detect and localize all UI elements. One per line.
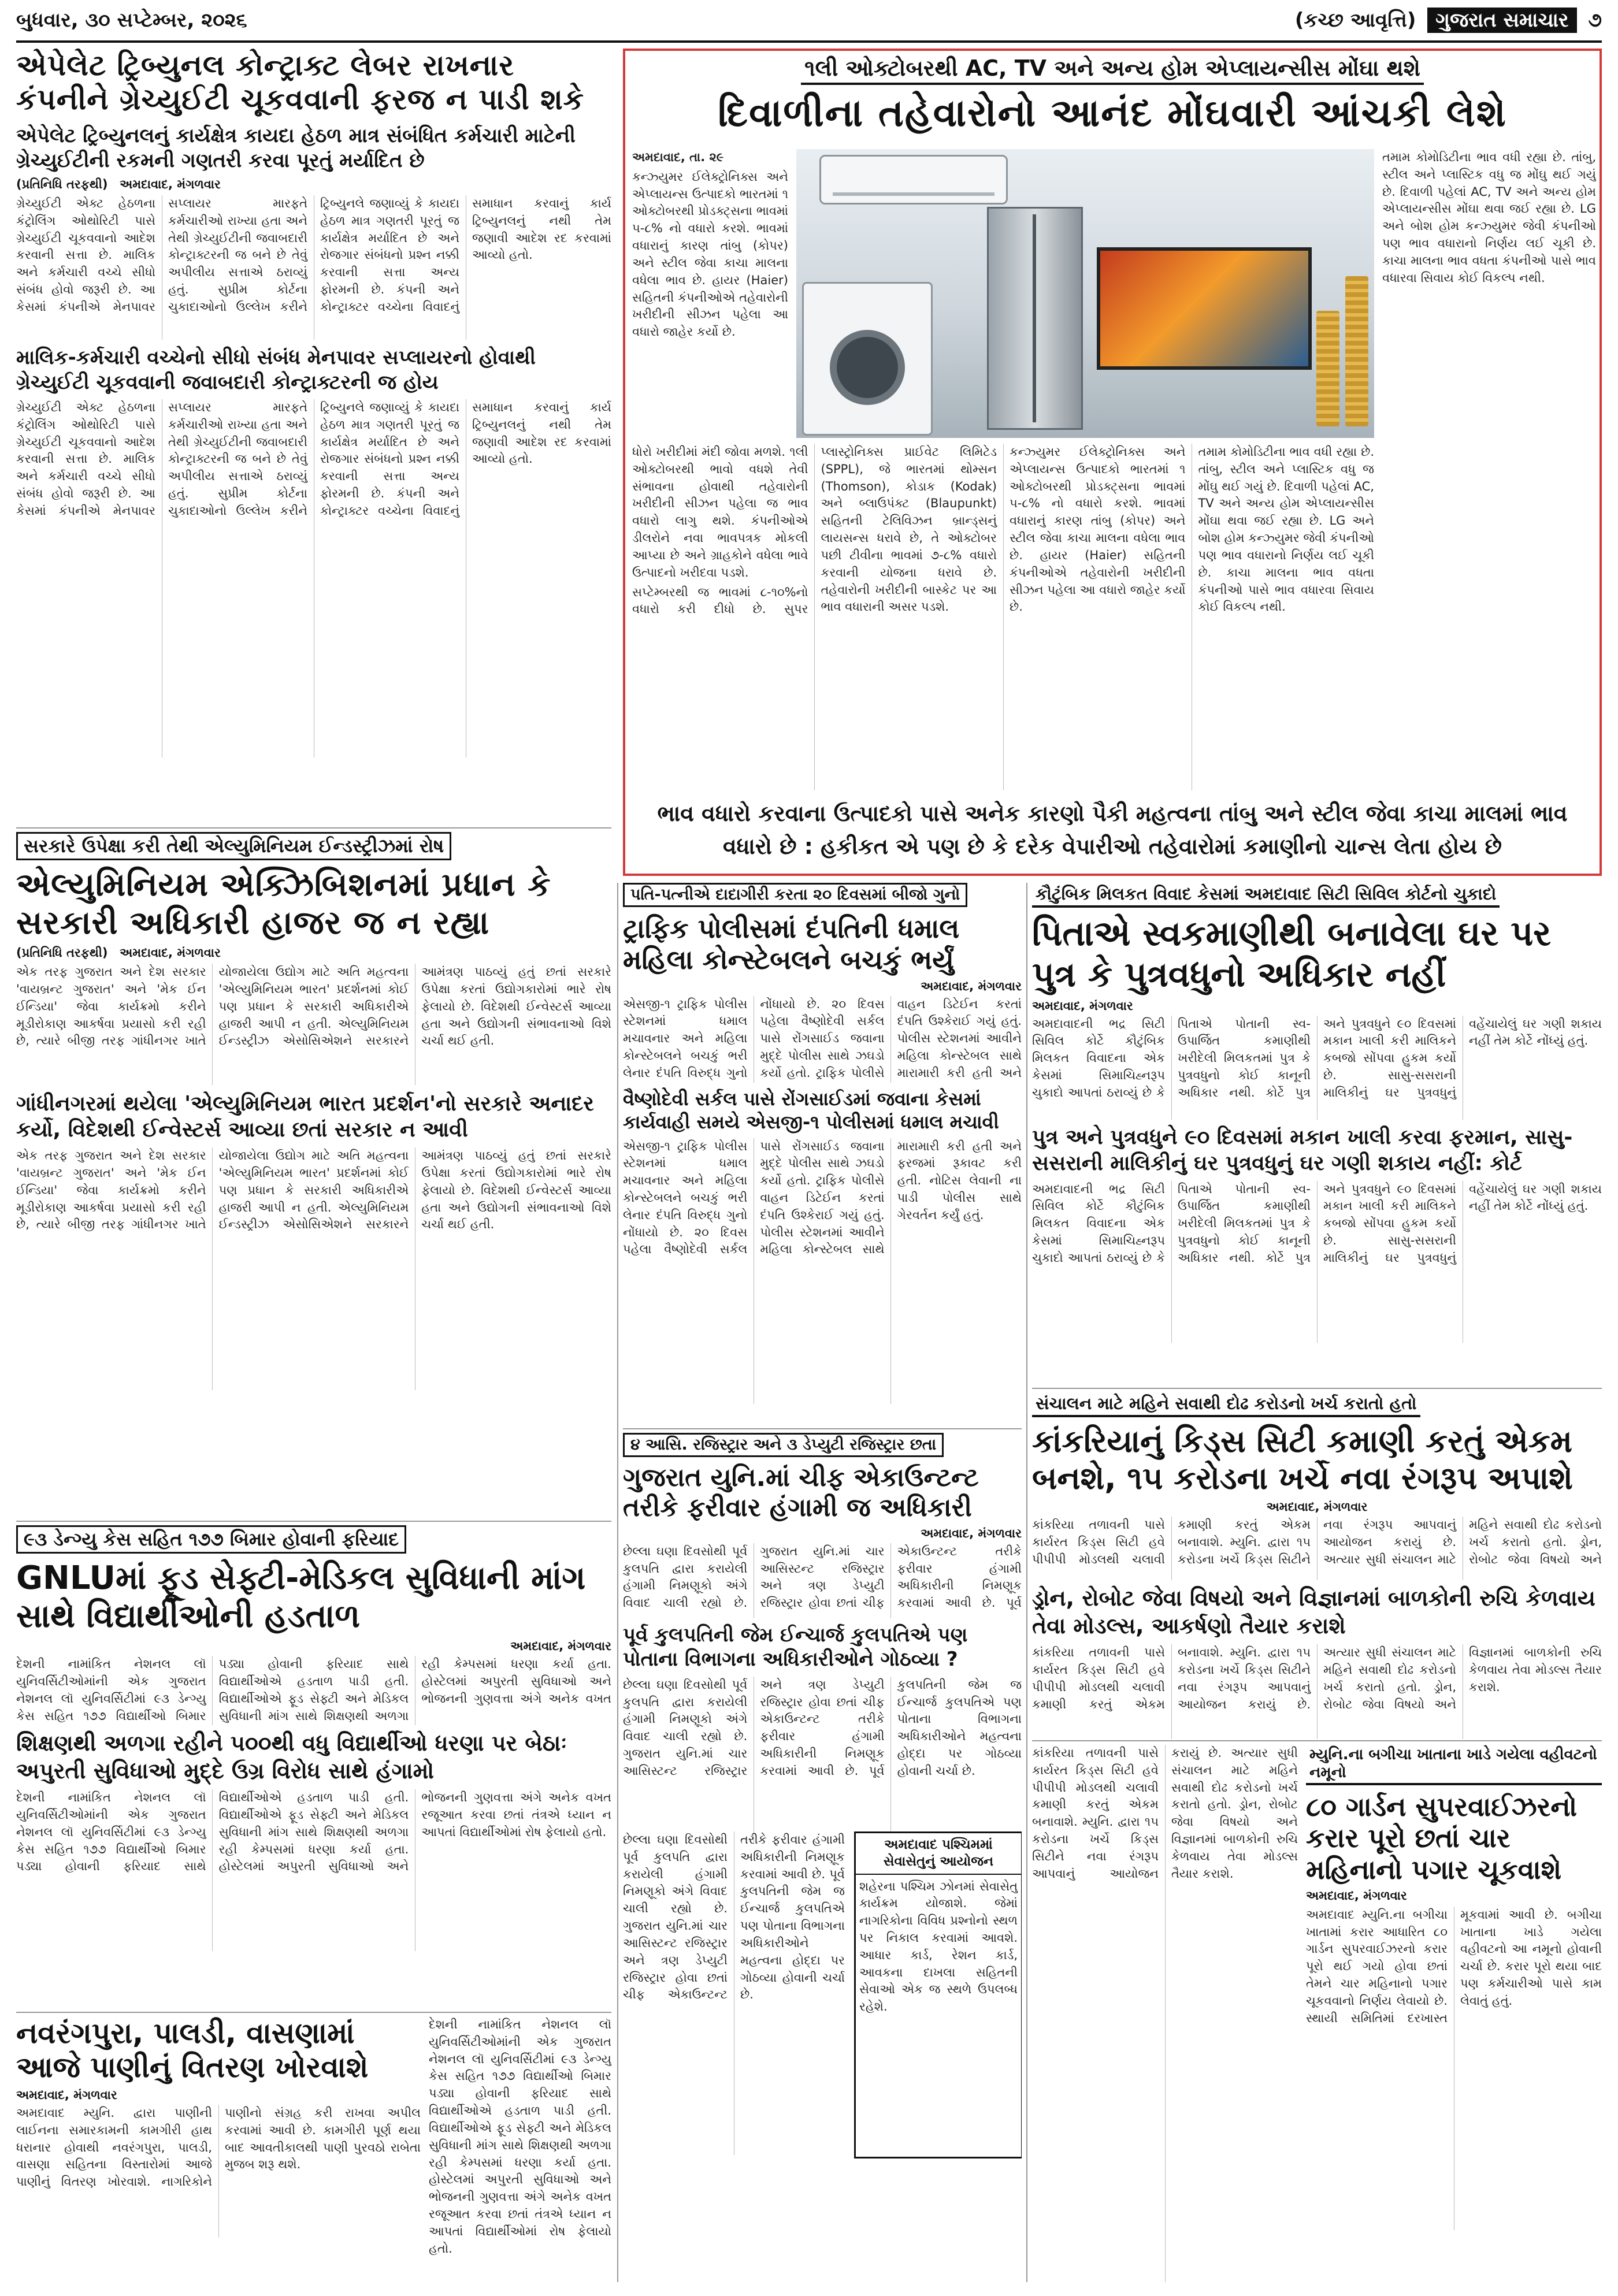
- featured-body-2: ધોરો ખરીદીમાં મંદી જોવા મળશે. ૧લી ઓક્ટોબરથી ભાવો વધશે તેવી સંભાવના હોવાથી તહેવારોની ખરીદીની સીઝન પહેલા જ ભાવ વધારો લાગુ થશે. કંપનીઓએ ડીલરોને નવા ભાવપત્રક મોકલી આપ્યા છે અને ગ્રાહકોને વધેલા ભાવે ઉત્પાદનો ખરીદવા પડશે.: [632, 445, 808, 579]
- article-body-continued: ગ્રેચ્યુઈટી એક્ટ હેઠળના કંટ્રોલિંગ ઓથોરિટી પાસે ગ્રેચ્યુઈટી ચૂકવવાનો આદેશ કરવાની સત્તા છે. માલિક અને કર્મચારી વચ્ચે સીધો સંબંધ હોવો જરૂરી છે. આ કેસમાં કંપનીએ મેનપાવર સપ્લાયર મારફતે કર્મચારીઓ રાખ્યા હતા અને તેથી ગ્રેચ્યુઈટીની જવાબદારી કોન્ટ્રાક્ટરની જ બને છે તેવું અપીલીય સત્તાએ ઠરાવ્યું હતું. સુપ્રીમ કોર્ટના ચુકાદાઓનો ઉલ્લેખ કરીને ટ્રિબ્યુનલે જણાવ્યું કે કાયદા હેઠળ માત્ર ગણતરી પૂરતું જ કાર્યક્ષેત્ર મર્યાદિત છે અને રોજગાર સંબંધનો પ્રશ્ન નક્કી કરવાની સત્તા અન્ય ફોરમની છે. કંપની અને કોન્ટ્રાક્ટર વચ્ચેના વિવાદનું સમાધાન કરવાનું કાર્ય ટ્રિબ્યુનલનું નથી તેમ જણાવી આદેશ રદ કરવામાં આવ્યો હતો.: [16, 400, 611, 518]
- sidebar-box: [854, 1831, 1022, 2158]
- article-kicker: સંચાલન માટે મહિને સવાથી દોઢ કરોડનો ખર્ચ કરાતો હતો: [1032, 1392, 1420, 1417]
- featured-body-4: સપ્ટેમ્બરથી જ ભાવમાં ૮-૧૦%નો વધારો કરી દીધો છે. સુપર પ્લાસ્ટ્રોનિક્સ પ્રાઈવેટ લિમિટેડ (SPPL), જે ભારતમાં થોમ્સન (Thomson), કોડાક (Kodak) અને બ્લાઉપંક્ટ (Blaupunkt) સહિતની ટેલિવિઝન બ્રાન્ડ્સનું લાયસન્સ ધરાવે છે, તે ઓક્ટોબર પછી ટીવીના ભાવમાં ૭-૮% વધારો કરવાની યોજના ધરાવે છે. તહેવારોની ખરીદીની બાસ્કેટ પર આ ભાવ વધારાની અસર પડશે.: [632, 445, 997, 616]
- article-headline: ટ્રાફિક પોલીસમાં દંપતિની ધમાલ મહિલા કોન્સ્ટેબલને બચકું ભર્યું: [623, 913, 960, 976]
- article-dateline: અમદાવાદ, મંગળવાર: [921, 979, 1022, 993]
- article-water-supply: [16, 2016, 421, 2282]
- article-headline: એલ્યુમિનિયમ એક્ઝિબિશનમાં પ્રધાન કે સરકારી અધિકારી હાજર જ ન રહ્યા: [16, 866, 551, 942]
- article-mid-headline: માલિક-કર્મચારી વચ્ચેનો સીધો સંબંધ મેનપાવર સપ્લાયરનો હોવાથી ગ્રેચ્યુઈટી ચૂકવવાની જવાબદારી કોન્ટ્રાક્ટરની જ હોય: [16, 346, 536, 394]
- article-kicker: ૪ આસિ. રજિસ્ટ્રાર અને ૩ ડેપ્યુટી રજિસ્ટ્રાર છતા: [623, 1433, 944, 1457]
- article-dateline: અમદાવાદ, મંગળવાર: [1032, 998, 1133, 1013]
- article-kicker: ૯૩ ડેન્ગ્યુ કેસ સહિત ૧૭૭ બિમાર હોવાની ફરિયાદ: [16, 1525, 406, 1554]
- article-body-continued: એક તરફ ગુજરાત અને દેશ સરકાર 'વાયબ્રન્ટ ગુજરાત' અને 'મેક ઈન ઈન્ડિયા' જેવા કાર્યક્રમો કરીને મૂડીરોકાણ આકર્ષવા પ્રયાસો કરી રહી છે, ત્યારે બીજી તરફ ગાંધીનગર ખાતે યોજાયેલા ઉદ્યોગ માટે અતિ મહત્વના 'એલ્યુમિનિયમ ભારત' પ્રદર્શનમાં કોઈ પણ પ્રધાન કે સરકારી અધિકારીએ હાજરી આપી ન હતી. એલ્યુમિનિયમ ઈન્ડસ્ટ્રીઝ એસોસિએશને સરકારને આમંત્રણ પાઠવ્યું હતું છતાં સરકારે ઉપેક્ષા કરતાં ઉદ્યોગકારોમાં ભારે રોષ ફેલાયો છે. વિદેશથી ઈન્વેસ્ટર્સ આવ્યા હતા અને ઉદ્યોગની સંભાવનાઓ વિશે ચર્ચા થઈ હતી.: [16, 1149, 611, 1232]
- featured-article-box: [623, 49, 1602, 876]
- article-property-dispute: [1032, 883, 1602, 1385]
- sidebar-box-title: અમદાવાદ પશ્ચિમમાં સેવાસેતુનું આયોજન: [856, 1833, 1021, 1875]
- article-body-lower: છેલ્લા ઘણા દિવસોથી પૂર્વ કુલપતિ દ્વારા કરાયેલી હંગામી નિમણૂકો અંગે વિવાદ ચાલી રહ્યો છે. ગુજરાત યુનિ.માં ચાર આસિસ્ટન્ટ રજિસ્ટ્રાર અને ત્રણ ડેપ્યુટી રજિસ્ટ્રાર હોવા છતાં ચીફ એકાઉન્ટન્ટ તરીકે ફરીવાર હંગામી અધિકારીની નિમણૂક કરવામાં આવી છે. પૂર્વ કુલપતિની જેમ જ ઈન્ચાર્જ કુલપતિએ પણ પોતાના વિભાગના અધિકારીઓને મહત્વના હોદ્દા પર ગોઠવ્યા હોવાની ચર્ચા છે.: [623, 1833, 845, 2002]
- featured-kicker: ૧લી ઓક્ટોબરથી AC, TV અને અન્ય હોમ એપ્લાયન્સીસ મોંઘા થશે: [801, 54, 1424, 85]
- masthead: [16, 0, 1602, 43]
- edition-label: (કચ્છ આવૃત્તિ): [1294, 9, 1416, 32]
- article-kicker: મ્યુનિ.ના બગીચા ખાતાના ખાડે ગયેલા વહીવટનો નમૂનો: [1306, 1745, 1602, 1785]
- featured-lower-cols: ધોરો ખરીદીમાં મંદી જોવા મળશે. ૧લી ઓક્ટોબરથી ભાવો વધશે તેવી સંભાવના હોવાથી તહેવારોની ખરીદીની સીઝન પહેલા જ ભાવ વધારો લાગુ થશે. કંપનીઓએ ડીલરોને નવા ભાવપત્રક મોકલી આપ્યા છે અને ગ્રાહકોને વધેલા ભાવે ઉત્પાદનો ખરીદવા પડશે. સપ્ટેમ્બરથી જ ભાવમાં ૮-૧૦%નો વધારો કરી દીધો છે. સુપર પ્લાસ્ટ્રોનિક્સ પ્રાઈવેટ લિમિટેડ (SPPL), જે ભારતમાં થોમ્સન (Thomson), કોડાક (Kodak) અને બ્લાઉપંક્ટ (Blaupunkt) સહિતની ટેલિવિઝન બ્રાન્ડ્સનું લાયસન્સ ધરાવે છે, તે ઓક્ટોબર પછી ટીવીના ભાવમાં ૭-૮% વધારો કરવાની યોજના ધરાવે છે. તહેવારોની ખરીદીની બાસ્કેટ પર આ ભાવ વધારાની અસર પડશે. કન્ઝ્યુમર ઈલેક્ટ્રોનિક્સ અને એપ્લાયન્સ ઉત્પાદકો ભારતમાં ૧ ઓક્ટોબરથી પ્રોડક્ટ્સના ભાવમાં ૫-૮% નો વધારો કરશે. ભાવમાં વધારાનું કારણ તાંબુ (કોપર) અને સ્ટીલ જેવા કાચા માલના વધેલા ભાવ છે. હાયર (Haier) સહિતની કંપનીઓએ તહેવારોની ખરીદીની સીઝન પહેલા આ વધારો જાહેર કર્યો છે. તમામ કોમોડિટીના ભાવ વધી રહ્યા છે. તાંબુ, સ્ટીલ અને પ્લાસ્ટિક વધુ જ મોંઘુ થઈ ગયું છે. દિવાળી પહેલાં AC, TV અને અન્ય હોમ એપ્લાયન્સીસ મોંઘા થવા જઈ રહ્યા છે. LG અને બોશ હોમ કન્ઝ્યુમર જેવી કંપનીઓ પણ ભાવ વધારાનો નિર્ણય લઈ ચૂકી છે. કાચા માલના ભાવ વધતા કંપનીઓ પાસે ભાવ વધારવા સિવાય કોઈ વિકલ્પ નથી.: [632, 444, 1374, 790]
- featured-pull-quote: ભાવ વધારો કરવાના ઉત્પાદકો પાસે અનેક કારણો પૈકી મહત્વના તાંબુ અને સ્ટીલ જેવા કાચા માલમાં ભાવ વધારો છે : હકીકત એ પણ છે કે દરેક વેપારીઓ તહેવારોમાં કમાણીનો ચાન્સ લેતા હોય છે: [657, 801, 1568, 859]
- article-dateline: અમદાવાદ, મંગળવાર: [921, 1526, 1022, 1540]
- article-body: છેલ્લા ઘણા દિવસોથી પૂર્વ કુલપતિ દ્વારા કરાયેલી હંગામી નિમણૂકો અંગે વિવાદ ચાલી રહ્યો છે. ગુજરાત યુનિ.માં ચાર આસિસ્ટન્ટ રજિસ્ટ્રાર અને ત્રણ ડેપ્યુટી રજિસ્ટ્રાર હોવા છતાં ચીફ એકાઉન્ટન્ટ તરીકે ફરીવાર હંગામી અધિકારીની નિમણૂક કરવામાં આવી છે. પૂર્વ: [623, 1544, 1022, 1610]
- article-mid-headline: શિક્ષણથી અળગા રહીને ૫૦૦થી વધુ વિદ્યાર્થીઓ ધરણા પર બેઠાઃ અપુરતી સુવિધાઓ મુદ્દે ઉગ્ર વિરોધ સાથે હંગામો: [16, 1730, 567, 1784]
- article-gnlu-strike: [16, 1525, 611, 2011]
- article-body: દેશની નામાંકિત નેશનલ લૉ યુનિવર્સિટીઓમાંની એક ગુજરાત નેશનલ લૉ યુનિવર્સિટીમાં ૯૩ ડેન્ગ્યુ કેસ સહિત ૧૭૭ વિદ્યાર્થીઓ બિમાર પડ્યા હોવાની ફરિયાદ સાથે વિદ્યાર્થીઓએ હડતાળ પાડી હતી. વિદ્યાર્થીઓએ ફૂડ સેફ્ટી અને મેડિકલ સુવિધાની માંગ સાથે શિક્ષણથી અળગા રહી કેમ્પસમાં ધરણા કર્યા હતા. હોસ્ટેલમાં અપુરતી સુવિધાઓ અને ભોજનની ગુણવત્તા અંગે અનેક વખત: [16, 1657, 611, 1723]
- featured-dateline: અમદાવાદ, તા. ૨૯: [632, 150, 724, 164]
- article-body: અમદાવાદ મ્યુનિ. દ્વારા પાણીની લાઈનના સમારકામની કામગીરી હાથ ધરાનાર હોવાથી નવરંગપુરા, પાલડી, વાસણા સહિતના વિસ્તારોમાં આજે પાણીનું વિતરણ ખોરવાશે. નાગરિકોને પાણીનો સંગ્રહ કરી રાખવા અપીલ કરવામાં આવી છે. કામગીરી પૂર્ણ થયા બાદ આવતીકાલથી પાણી પુરવઠો રાબેતા મુજબ શરૂ થશે.: [16, 2106, 421, 2189]
- article-body: અમદાવાદ મ્યુનિ.ના બગીચા ખાતામાં કરાર આધારિત ૮૦ ગાર્ડન સુપરવાઈઝરનો કરાર પૂરો થઈ ગયો હોવા છતાં તેમને ચાર મહિનાનો પગાર ચૂકવવાનો નિર્ણય લેવાયો છે. સ્થાયી સમિતિમાં દરખાસ્ત મૂકવામાં આવી છે. બગીચા ખાતાના ખાડે ગયેલા વહીવટનો આ નમૂનો હોવાની ચર્ચા છે. કરાર પૂરો થયા બાદ પણ કર્મચારીઓ પાસે કામ લેવાતું હતું.: [1306, 1907, 1602, 2025]
- air-conditioner-icon: [819, 155, 1008, 205]
- featured-body-1: કન્ઝ્યુમર ઈલેક્ટ્રોનિક્સ અને એપ્લાયન્સ ઉત્પાદકો ભારતમાં ૧ ઓક્ટોબરથી પ્રોડક્ટ્સના ભાવમાં ૫-૮% નો વધારો કરશે. ભાવમાં વધારાનું કારણ તાંબુ (કોપર) અને સ્ટીલ જેવા કાચા માલના વધેલા ભાવ છે. હાયર (Haier) સહિતની કંપનીઓએ તહેવારોની ખરીદીની સીઝન પહેલા આ વધારો જાહેર કર્યો છે.: [632, 169, 788, 339]
- article-mid-headline: પૂર્વ કુલપતિની જેમ ઈન્ચાર્જ કુલપતિએ પણ પોતાના વિભાગના અધિકારીઓને ગોઠવ્યા ?: [623, 1623, 968, 1671]
- article-garden-supervisors: [1306, 1745, 1602, 2282]
- article-dateline: અમદાવાદ, મંગળવાર: [510, 1639, 611, 1654]
- column-divider: [1026, 883, 1027, 2282]
- issue-date: બુધવાર, ૩૦ સપ્ટેમ્બર, ૨૦૨૬: [16, 9, 247, 32]
- article-headline: ગુજરાત યુનિ.માં ચીફ એકાઉન્ટન્ટ તરીકે ફરીવાર હંગામી જ અધિકારી: [623, 1463, 979, 1522]
- article-dateline: (પ્રતિનિધિ તરફથી) અમદાવાદ, મંગળવાર: [16, 946, 221, 960]
- article-kicker: સરકારે ઉપેક્ષા કરી તેથી એલ્યુમિનિયમ ઈન્ડસ્ટ્રીઝમાં રોષ: [16, 832, 451, 860]
- article-aluminium: [16, 832, 611, 1514]
- article-dateline: અમદાવાદ, મંગળવાર: [1266, 1500, 1368, 1514]
- article-body: એસજી-૧ ટ્રાફિક પોલીસ સ્ટેશનમાં ધમાલ મચાવનાર અને મહિલા કોન્સ્ટેબલને બચકું ભરી લેનાર દંપતિ વિરુદ્ધ ગુનો નોંધાયો છે. ૨૦ દિવસ પહેલા વૈષ્ણોદેવી સર્કલ પાસે રોંગસાઈડ જવાના મુદ્દે પોલીસ સાથે ઝઘડો કર્યો હતો. ટ્રાફિક પોલીસે વાહન ડિટેઈન કરતાં દંપતિ ઉશ્કેરાઈ ગયું હતું. પોલીસ સ્ટેશનમાં આવીને મહિલા કોન્સ્ટેબલ સાથે મારામારી કરી હતી અને: [623, 997, 1022, 1080]
- article-headline: ૮૦ ગાર્ડન સુપરવાઈઝરનો કરાર પૂરો છતાં ચાર મહિનાનો પગાર ચૂકવાશે: [1306, 1791, 1578, 1885]
- article-headline: GNLUમાં ફૂડ સેફ્ટી-મેડિકલ સુવિધાની માંગ સાથે વિદ્યાર્થીઓની હડતાળ: [16, 1559, 586, 1636]
- paper-name: [1295, 9, 1602, 32]
- page-number: ૭: [1588, 9, 1602, 32]
- article-dateline: અમદાવાદ, મંગળવાર: [1306, 1888, 1407, 1903]
- article-body-continued: દેશની નામાંકિત નેશનલ લૉ યુનિવર્સિટીઓમાંની એક ગુજરાત નેશનલ લૉ યુનિવર્સિટીમાં ૯૩ ડેન્ગ્યુ કેસ સહિત ૧૭૭ વિદ્યાર્થીઓ બિમાર પડ્યા હોવાની ફરિયાદ સાથે વિદ્યાર્થીઓએ હડતાળ પાડી હતી. વિદ્યાર્થીઓએ ફૂડ સેફ્ટી અને મેડિકલ સુવિધાની માંગ સાથે શિક્ષણથી અળગા રહી કેમ્પસમાં ધરણા કર્યા હતા. હોસ્ટેલમાં અપુરતી સુવિધાઓ અને ભોજનની ગુણવત્તા અંગે અનેક વખત રજૂઆત કરવા છતાં તંત્રએ ધ્યાન ન આપતાં વિદ્યાર્થીઓમાં રોષ ફેલાયો હતો.: [16, 1790, 611, 1874]
- article-body-continued: કાંકરિયા તળાવની પાસે કાર્યરત કિડ્સ સિટી હવે પીપીપી મોડલથી ચલાવી કમાણી કરતું એકમ બનાવાશે. મ્યુનિ. દ્વારા ૧૫ કરોડના ખર્ચે કિડ્સ સિટીને નવા રંગરૂપ આપવાનું આયોજન કરાયું છે. અત્યાર સુધી સંચાલન માટે મહિને સવાથી દોઢ કરોડનો ખર્ચ કરાતો હતો. ડ્રોન, રોબોટ જેવા વિષયો અને વિજ્ઞાનમાં બાળકોની રુચિ કેળવાય તેવા મોડલ્સ તૈયાર કરાશે.: [1032, 1645, 1602, 1711]
- article-headline: નવરંગપુરા, પાલડી, વાસણામાં આજે પાણીનું વિતરણ ખોરવાશે: [16, 2016, 369, 2084]
- coin-stacks-icon: [1311, 201, 1374, 432]
- article-dateline: (પ્રતિનિધિ તરફથી) અમદાવાદ, મંગળવાર: [16, 177, 221, 191]
- article-mid-headline: ગાંધીનગરમાં થયેલા 'એલ્યુમિનિયમ ભારત પ્રદર્શન'નો સરકારે અનાદર કર્યો, વિદેશથી ઈન્વેસ્ટર્સ આવ્યા છતાં સરકાર ન આવી: [16, 1092, 594, 1142]
- featured-body-3: તમામ કોમોડિટીના ભાવ વધી રહ્યા છે. તાંબુ, સ્ટીલ અને પ્લાસ્ટિક વધુ જ મોંઘુ થઈ ગયું છે. દિવાળી પહેલાં AC, TV અને અન્ય હોમ એપ્લાયન્સીસ મોંઘા થવા જઈ રહ્યા છે. LG અને બોશ હોમ કન્ઝ્યુમર જેવી કંપનીઓ પણ ભાવ વધારાનો નિર્ણય લઈ ચૂકી છે. કાચા માલના ભાવ વધતા કંપનીઓ પાસે ભાવ વધારવા સિવાય કોઈ વિકલ્પ નથી.: [1382, 150, 1596, 285]
- article-gujarat-university: [623, 1433, 1022, 2282]
- article-headline: પિતાએ સ્વકમાણીથી બનાવેલા ઘર પર પુત્ર કે પુત્રવધુનો અધિકાર નહીં: [1032, 913, 1552, 995]
- washing-machine-icon: [802, 282, 933, 436]
- article-headline: એપેલેટ ટ્રિબ્યુનલ કોન્ટ્રાક્ટ લેબર રાખનાર કંપનીને ગ્રેચ્યુઈટી ચૂકવવાની ફરજ ન પાડી શકે: [16, 49, 585, 116]
- article-body-continued: અમદાવાદની ભદ્ર સિટી સિવિલ કોર્ટે કૌટુંબિક મિલકત વિવાદના એક કેસમાં સિમાચિહ્નરૂપ ચુકાદો આપતાં ઠરાવ્યું છે કે પિતાએ પોતાની સ્વ-ઉપાર્જિત કમાણીથી ખરીદેલી મિલકતમાં પુત્ર કે પુત્રવધુનો કોઈ કાનૂની અધિકાર નથી. કોર્ટે પુત્ર અને પુત્રવધુને ૯૦ દિવસમાં મકાન ખાલી કરી માલિકને કબજો સોંપવા હુકમ કર્યો છે. સાસુ-સસરાની માલિકીનું ઘર પુત્રવધુનું વહેંચાયેલું ઘર ગણી શકાય નહીં તેમ કોર્ટે નોંધ્યું હતું.: [1032, 1182, 1602, 1265]
- article-body: એક તરફ ગુજરાત અને દેશ સરકાર 'વાયબ્રન્ટ ગુજરાત' અને 'મેક ઈન ઈન્ડિયા' જેવા કાર્યક્રમો કરીને મૂડીરોકાણ આકર્ષવા પ્રયાસો કરી રહી છે, ત્યારે બીજી તરફ ગાંધીનગર ખાતે યોજાયેલા ઉદ્યોગ માટે અતિ મહત્વના 'એલ્યુમિનિયમ ભારત' પ્રદર્શનમાં કોઈ પણ પ્રધાન કે સરકારી અધિકારીએ હાજરી આપી ન હતી. એલ્યુમિનિયમ ઈન્ડસ્ટ્રીઝ એસોસિએશને સરકારને આમંત્રણ પાઠવ્યું હતું છતાં સરકારે ઉપેક્ષા કરતાં ઉદ્યોગકારોમાં ભારે રોષ ફેલાયો છે. વિદેશથી ઈન્વેસ્ટર્સ આવ્યા હતા અને ઉદ્યોગની સંભાવનાઓ વિશે ચર્ચા થઈ હતી.: [16, 965, 611, 1048]
- brand-logo: ગુજરાત સમાચાર: [1427, 8, 1576, 33]
- article-tribunal: [16, 49, 611, 832]
- article-gnlu-continued: દેશની નામાંકિત નેશનલ લૉ યુનિવર્સિટીઓમાંની એક ગુજરાત નેશનલ લૉ યુનિવર્સિટીમાં ૯૩ ડેન્ગ્યુ કેસ સહિત ૧૭૭ વિદ્યાર્થીઓ બિમાર પડ્યા હોવાની ફરિયાદ સાથે વિદ્યાર્થીઓએ હડતાળ પાડી હતી. વિદ્યાર્થીઓએ ફૂડ સેફ્ટી અને મેડિકલ સુવિધાની માંગ સાથે શિક્ષણથી અળગા રહી કેમ્પસમાં ધરણા કર્યા હતા. હોસ્ટેલમાં અપુરતી સુવિધાઓ અને ભોજનની ગુણવત્તા અંગે અનેક વખત રજૂઆત કરવા છતાં તંત્રએ ધ્યાન ન આપતાં વિદ્યાર્થીઓમાં રોષ ફેલાયો હતો.: [429, 2018, 611, 2256]
- article-subhead: એપેલેટ ટ્રિબ્યુનલનું કાર્યક્ષેત્ર કાયદા હેઠળ માત્ર સંબંધિત કર્મચારી માટેની ગ્રેચ્યુઈટીની રકમની ગણતરી કરવા પૂરતું મર્યાદિત છે: [16, 124, 576, 172]
- section-divider: [1032, 1740, 1602, 1741]
- featured-col-1: [632, 149, 788, 473]
- section-divider: [623, 1428, 1022, 1429]
- article-body: અમદાવાદની ભદ્ર સિટી સિવિલ કોર્ટે કૌટુંબિક મિલકત વિવાદના એક કેસમાં સિમાચિહ્નરૂપ ચુકાદો આપતાં ઠરાવ્યું છે કે પિતાએ પોતાની સ્વ-ઉપાર્જિત કમાણીથી ખરીદેલી મિલકતમાં પુત્ર કે પુત્રવધુનો કોઈ કાનૂની અધિકાર નથી. કોર્ટે પુત્ર અને પુત્રવધુને ૯૦ દિવસમાં મકાન ખાલી કરી માલિકને કબજો સોંપવા હુકમ કર્યો છે. સાસુ-સસરાની માલિકીનું ઘર પુત્રવધુનું વહેંચાયેલું ઘર ગણી શકાય નહીં તેમ કોર્ટે નોંધ્યું હતું.: [1032, 1016, 1602, 1099]
- article-kids-city: [1032, 1392, 1602, 1739]
- article-body: કાંકરિયા તળાવની પાસે કાર્યરત કિડ્સ સિટી હવે પીપીપી મોડલથી ચલાવી કમાણી કરતું એકમ બનાવાશે. મ્યુનિ. દ્વારા ૧૫ કરોડના ખર્ચે કિડ્સ સિટીને નવા રંગરૂપ આપવાનું આયોજન કરાયું છે. અત્યાર સુધી સંચાલન માટે મહિને સવાથી દોઢ કરોડનો ખર્ચ કરાતો હતો. ડ્રોન, રોબોટ જેવા વિષયો અને: [1032, 1518, 1602, 1567]
- article-kids-city-continued: કાંકરિયા તળાવની પાસે કાર્યરત કિડ્સ સિટી હવે પીપીપી મોડલથી ચલાવી કમાણી કરતું એકમ બનાવાશે. મ્યુનિ. દ્વારા ૧૫ કરોડના ખર્ચે કિડ્સ સિટીને નવા રંગરૂપ આપવાનું આયોજન કરાયું છે. અત્યાર સુધી સંચાલન માટે મહિને સવાથી દોઢ કરોડનો ખર્ચ કરાતો હતો. ડ્રોન, રોબોટ જેવા વિષયો અને વિજ્ઞાનમાં બાળકોની રુચિ કેળવાય તેવા મોડલ્સ તૈયાર કરાશે.: [1032, 1746, 1298, 1881]
- appliances-photo: [796, 149, 1374, 438]
- column-divider: [617, 883, 618, 2282]
- article-body-continued: છેલ્લા ઘણા દિવસોથી પૂર્વ કુલપતિ દ્વારા કરાયેલી હંગામી નિમણૂકો અંગે વિવાદ ચાલી રહ્યો છે. ગુજરાત યુનિ.માં ચાર આસિસ્ટન્ટ રજિસ્ટ્રાર અને ત્રણ ડેપ્યુટી રજિસ્ટ્રાર હોવા છતાં ચીફ એકાઉન્ટન્ટ તરીકે ફરીવાર હંગામી અધિકારીની નિમણૂક કરવામાં આવી છે. પૂર્વ કુલપતિની જેમ જ ઈન્ચાર્જ કુલપતિએ પણ પોતાના વિભાગના અધિકારીઓને મહત્વના હોદ્દા પર ગોઠવ્યા હોવાની ચર્ચા છે.: [623, 1677, 1022, 1778]
- article-traffic-police: [623, 883, 1022, 1426]
- article-mid-headline: ડ્રોન, રોબોટ જેવા વિષયો અને વિજ્ઞાનમાં બાળકોની રુચિ કેળવાય તેવા મોડલ્સ, આકર્ષણો તૈયાર કરાશે: [1032, 1585, 1595, 1639]
- featured-col-4: [1382, 149, 1596, 738]
- article-dateline: અમદાવાદ, મંગળવાર: [16, 2088, 117, 2102]
- section-divider: [16, 827, 611, 829]
- article-mid-headline: વૈષ્ણોદેવી સર્કલ પાસે રોંગસાઈડમાં જવાના કેસમાં કાર્યવાહી સમયે એસજી-૧ પોલીસમાં ધમાલ મચાવી: [623, 1087, 999, 1133]
- television-icon: [1097, 247, 1312, 370]
- article-kicker: પતિ-પત્નીએ દાદાગીરી કરતા ૨૦ દિવસમાં બીજો ગુનો: [623, 883, 967, 907]
- refrigerator-icon: [987, 207, 1083, 430]
- sidebar-box-body: શહેરના પશ્ચિમ ઝોનમાં સેવાસેતુ કાર્યક્રમ યોજાશે. જેમાં નાગરિકોના વિવિધ પ્રશ્નોનો સ્થળ પર નિકાલ કરવામાં આવશે. આધાર કાર્ડ, રેશન કાર્ડ, આવકના દાખલા સહિતની સેવાઓ એક જ સ્થળે ઉપલબ્ધ રહેશે.: [859, 1879, 1018, 2014]
- section-divider: [1032, 1388, 1602, 1389]
- article-headline: કાંકરિયાનું કિડ્સ સિટી કમાણી કરતું એકમ બનશે, ૧૫ કરોડના ખર્ચે નવા રંગરૂપ અપાશે: [1032, 1423, 1573, 1496]
- section-divider: [16, 1521, 611, 1522]
- article-body: ગ્રેચ્યુઈટી એક્ટ હેઠળના કંટ્રોલિંગ ઓથોરિટી પાસે ગ્રેચ્યુઈટી ચૂકવવાનો આદેશ કરવાની સત્તા છે. માલિક અને કર્મચારી વચ્ચે સીધો સંબંધ હોવો જરૂરી છે. આ કેસમાં કંપનીએ મેનપાવર સપ્લાયર મારફતે કર્મચારીઓ રાખ્યા હતા અને તેથી ગ્રેચ્યુઈટીની જવાબદારી કોન્ટ્રાક્ટરની જ બને છે તેવું અપીલીય સત્તાએ ઠરાવ્યું હતું. સુપ્રીમ કોર્ટના ચુકાદાઓનો ઉલ્લેખ કરીને ટ્રિબ્યુનલે જણાવ્યું કે કાયદા હેઠળ માત્ર ગણતરી પૂરતું જ કાર્યક્ષેત્ર મર્યાદિત છે અને રોજગાર સંબંધનો પ્રશ્ન નક્કી કરવાની સત્તા અન્ય ફોરમની છે. કંપની અને કોન્ટ્રાક્ટર વચ્ચેના વિવાદનું સમાધાન કરવાનું કાર્ય ટ્રિબ્યુનલનું નથી તેમ જણાવી આદેશ રદ કરવામાં આવ્યો હતો.: [16, 196, 611, 314]
- article-kicker: કૌટુંબિક મિલકત વિવાદ કેસમાં અમદાવાદ સિટી સિવિલ કોર્ટનો ચુકાદો: [1032, 883, 1500, 908]
- section-divider: [16, 2012, 611, 2013]
- article-body-continued: એસજી-૧ ટ્રાફિક પોલીસ સ્ટેશનમાં ધમાલ મચાવનાર અને મહિલા કોન્સ્ટેબલને બચકું ભરી લેનાર દંપતિ વિરુદ્ધ ગુનો નોંધાયો છે. ૨૦ દિવસ પહેલા વૈષ્ણોદેવી સર્કલ પાસે રોંગસાઈડ જવાના મુદ્દે પોલીસ સાથે ઝઘડો કર્યો હતો. ટ્રાફિક પોલીસે વાહન ડિટેઈન કરતાં દંપતિ ઉશ્કેરાઈ ગયું હતું. પોલીસ સ્ટેશનમાં આવીને મહિલા કોન્સ્ટેબલ સાથે મારામારી કરી હતી અને ફરજમાં રૂકાવટ કરી હતી. નોટિસ લેવાની ના પાડી પોલીસ સાથે ગેરવર્તન કર્યું હતું.: [623, 1139, 1022, 1257]
- featured-headline: દિવાળીના તહેવારોનો આનંદ મોંઘવારી આંચકી લેશે: [718, 91, 1507, 135]
- article-mid-headline: પુત્ર અને પુત્રવધુને ૯૦ દિવસમાં મકાન ખાલી કરવા ફરમાન, સાસુ-સસરાની માલિકીનું ઘર પુત્રવધુનું ઘર ગણી શકાય નહીં: કોર્ટ: [1032, 1125, 1573, 1175]
